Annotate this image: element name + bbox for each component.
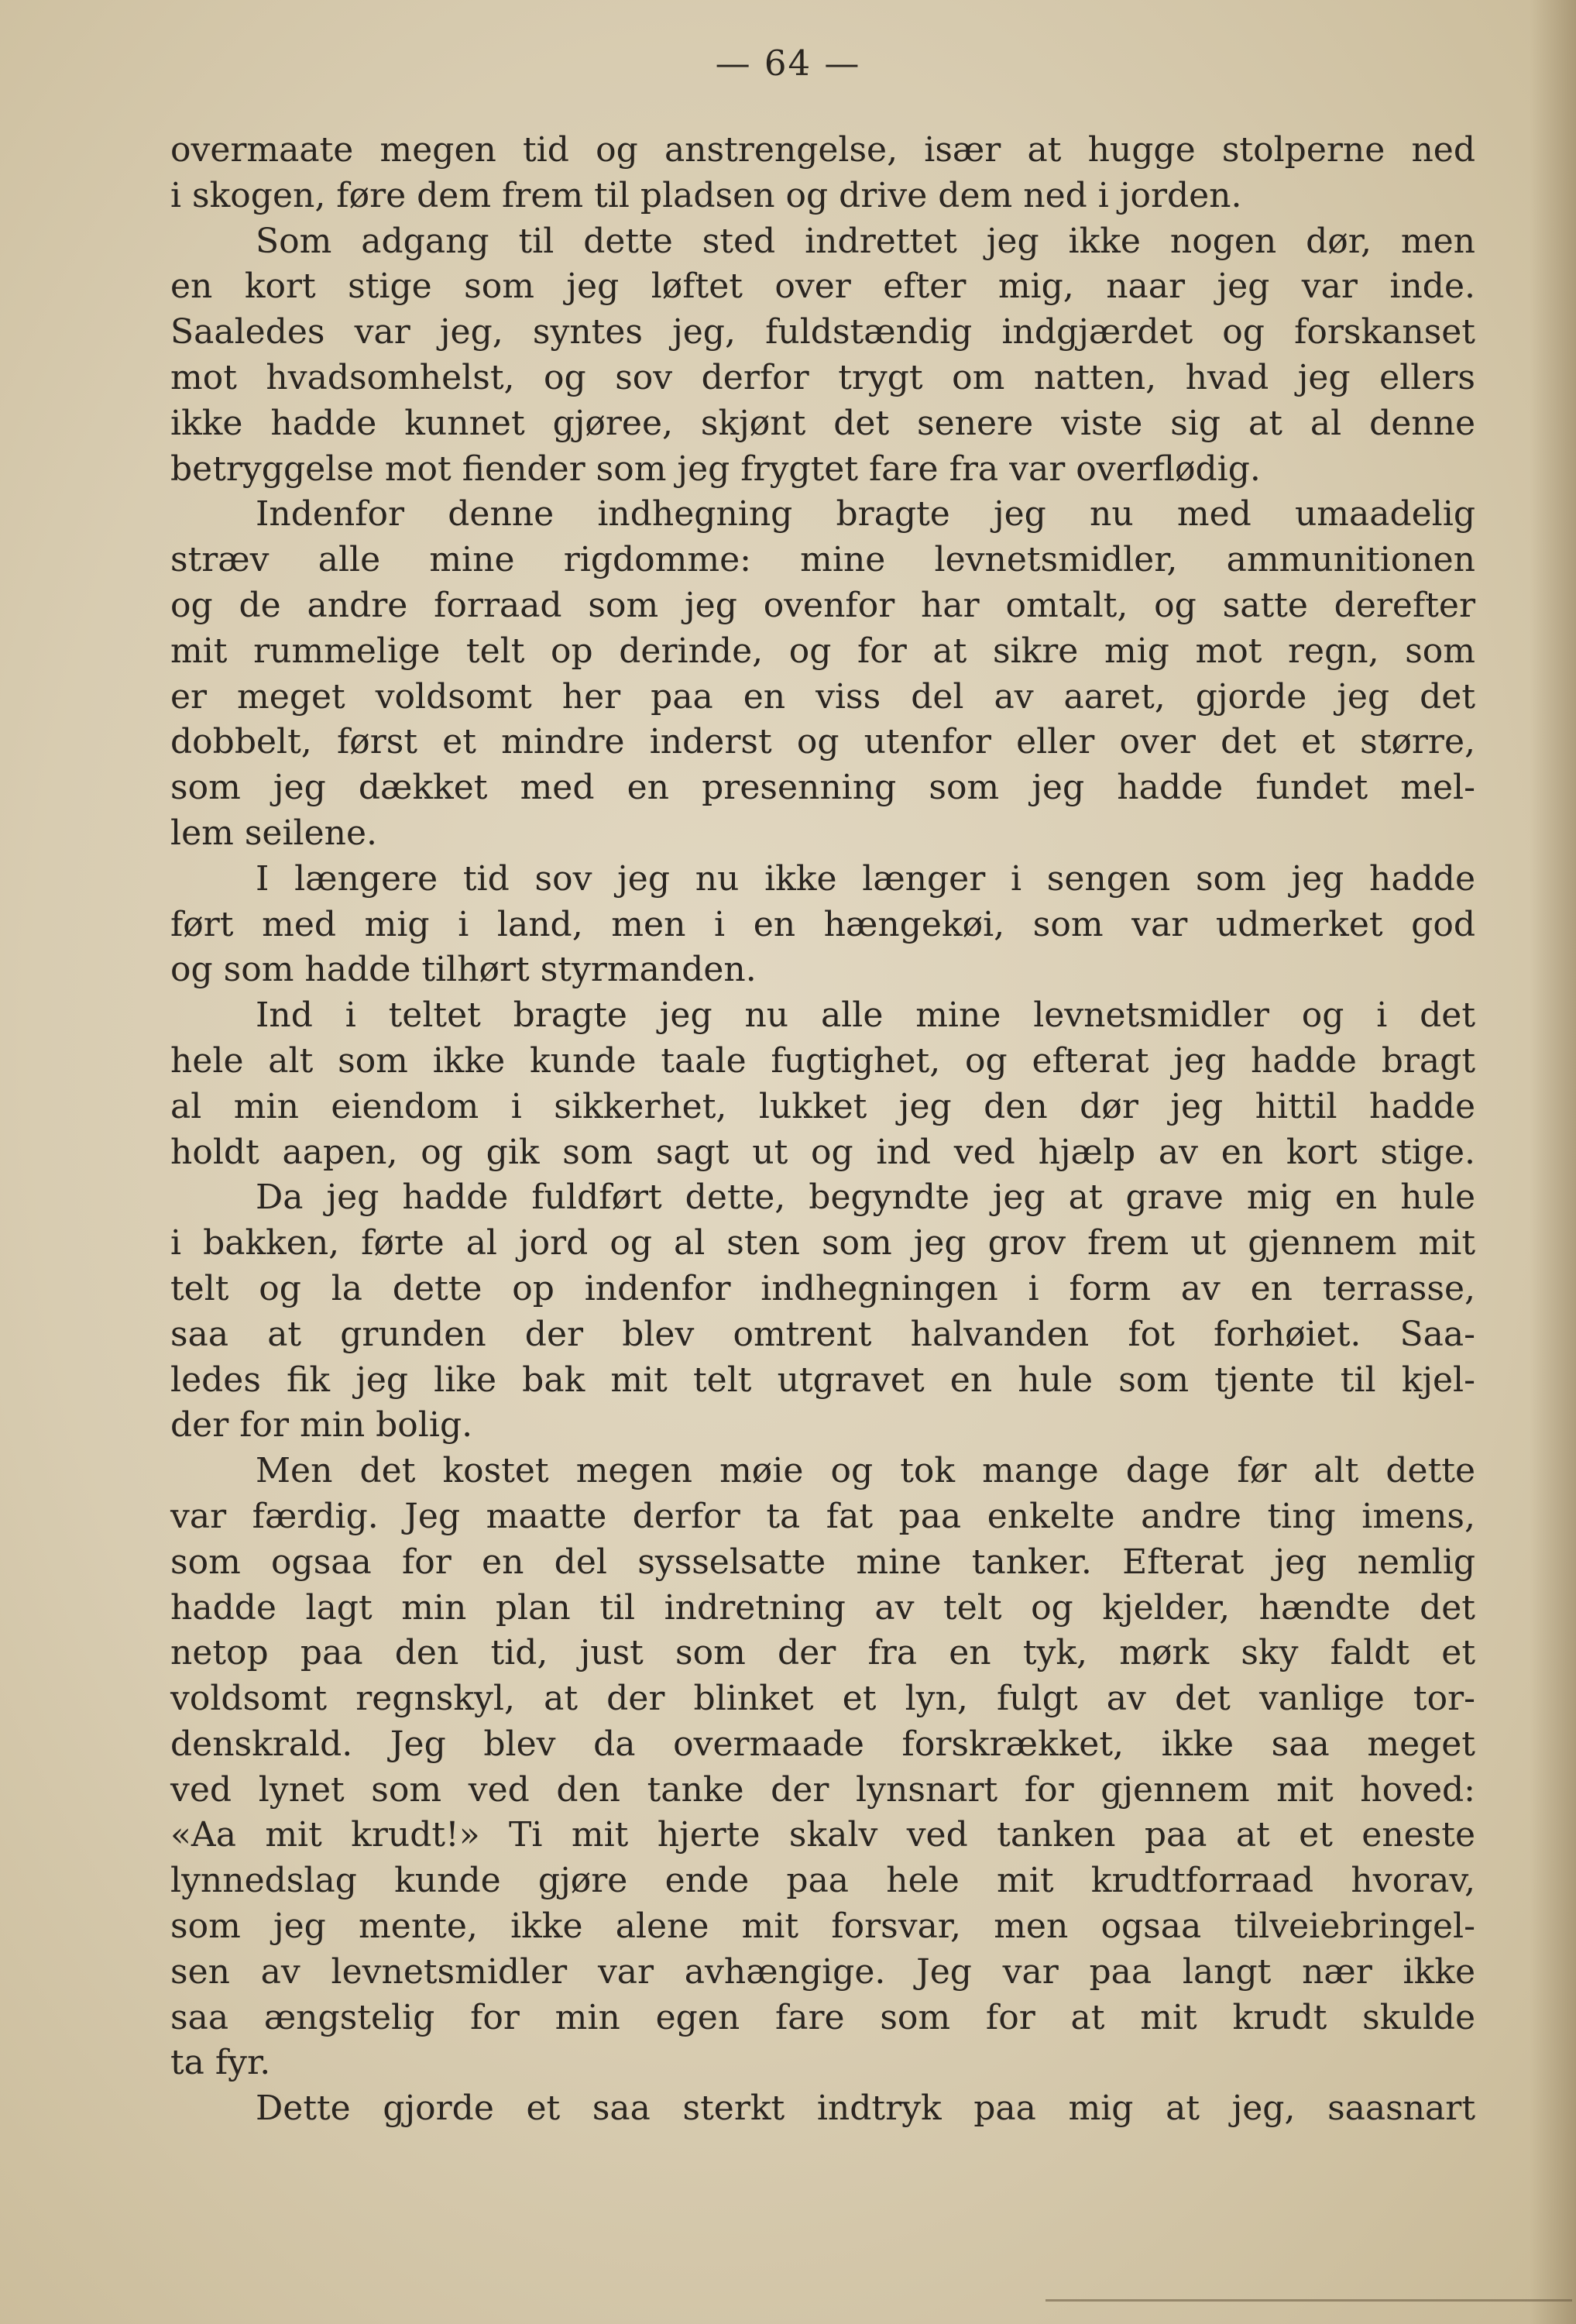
text-line: en kort stige som jeg løftet over efter mig, naar jeg var inde. (170, 266, 1475, 307)
text-line: som jeg dækket med en presenning som jeg hadde fundet mel- (170, 768, 1475, 808)
bottom-rule (1046, 2299, 1572, 2302)
text-line: «Aa mit krudt!» Ti mit hjerte skalv ved tanken paa at et eneste (170, 1815, 1475, 1855)
text-line: saa ængstelig for min egen fare som for at mit krudt skulde (170, 1997, 1475, 2037)
text-line: Indenfor denne indhegning bragte jeg nu med umaadelig (256, 494, 1475, 535)
text-line: saa at grunden der blev omtrent halvanden fot forhøiet. Saa- (170, 1314, 1475, 1354)
text-line: som jeg mente, ikke alene mit forsvar, men ogsaa tilveiebringel- (170, 1906, 1475, 1947)
text-line: mit rummelige telt op derinde, og for at sikre mig mot regn, som (170, 631, 1475, 671)
text-line: holdt aapen, og gik som sagt ut og ind ved hjælp av en kort stige. (170, 1132, 1475, 1172)
body-text (170, 128, 1475, 2132)
text-line: og de andre forraad som jeg ovenfor har omtalt, og satte derefter (170, 585, 1475, 625)
text-line: i bakken, førte al jord og al sten som jeg grov frem ut gjennem mit (170, 1223, 1475, 1263)
text-line: var færdig. Jeg maatte derfor ta fat paa enkelte andre ting imens, (170, 1496, 1475, 1536)
text-line: ved lynet som ved den tanke der lynsnart for gjennem mit hoved: (170, 1769, 1475, 1810)
text-line: og som hadde tilhørt styrmanden. (170, 950, 757, 990)
text-line: Saaledes var jeg, syntes jeg, fuldstændig indgjærdet og forskanset (170, 312, 1475, 352)
text-line: ikke hadde kunnet gjøree, skjønt det senere viste sig at al denne (170, 403, 1475, 443)
text-line: hadde lagt min plan til indretning av telt og kjelder, hændte det (170, 1587, 1475, 1628)
text-line: mot hvadsomhelst, og sov derfor trygt om natten, hvad jeg ellers (170, 357, 1475, 397)
text-line: al min eiendom i sikkerhet, lukket jeg den dør jeg hittil hadde (170, 1086, 1475, 1126)
text-line: Dette gjorde et saa sterkt indtryk paa mig at jeg, saasnart (256, 2089, 1475, 2129)
text-line: sen av levnetsmidler var avhængige. Jeg var paa langt nær ikke (170, 1951, 1475, 1992)
text-line: ledes fik jeg like bak mit telt utgravet en hule som tjente til kjel- (170, 1360, 1475, 1400)
text-line: Da jeg hadde fuldført dette, begyndte jeg at grave mig en hule (256, 1177, 1475, 1218)
text-line: der for min bolig. (170, 1405, 473, 1446)
text-line: stræv alle mine rigdomme: mine levnetsmidler, ammunitionen (170, 540, 1475, 580)
page-edge-shadow (1530, 0, 1576, 2324)
text-line: i skogen, føre dem frem til pladsen og drive dem ned i jorden. (170, 175, 1242, 215)
page-number: — 64 — (715, 43, 861, 84)
text-line: lynnedslag kunde gjøre ende paa hele mit krudtforraad hvorav, (170, 1861, 1475, 1901)
text-line: I længere tid sov jeg nu ikke længer i sengen som jeg hadde (256, 858, 1475, 899)
text-line: Ind i teltet bragte jeg nu alle mine levnetsmidler og i det (256, 995, 1475, 1036)
text-line: Men det kostet megen møie og tok mange dage før alt dette (256, 1451, 1475, 1491)
text-line: som ogsaa for en del sysselsatte mine tanker. Efterat jeg nemlig (170, 1542, 1475, 1582)
text-line: denskrald. Jeg blev da overmaade forskrækket, ikke saa meget (170, 1724, 1475, 1764)
text-line: voldsomt regnskyl, at der blinket et lyn, fulgt av det vanlige tor- (170, 1679, 1475, 1719)
text-line: er meget voldsomt her paa en viss del av aaret, gjorde jeg det (170, 676, 1475, 717)
text-line: lem seilene. (170, 813, 377, 853)
text-line: Som adgang til dette sted indrettet jeg ikke nogen dør, men (256, 221, 1475, 261)
text-line: ført med mig i land, men i en hængekøi, som var udmerket god (170, 904, 1475, 944)
text-line: hele alt som ikke kunde taale fugtighet, og efterat jeg hadde bragt (170, 1040, 1475, 1081)
text-line: overmaate megen tid og anstrengelse, især at hugge stolperne ned (170, 130, 1475, 170)
text-line: dobbelt, først et mindre inderst og utenfor eller over det et større, (170, 722, 1475, 762)
text-line: betryggelse mot fiender som jeg frygtet fare fra var overflødig. (170, 449, 1261, 489)
text-line: ta fyr. (170, 2043, 271, 2083)
text-line: netop paa den tid, just som der fra en tyk, mørk sky faldt et (170, 1633, 1475, 1673)
text-line: telt og la dette op indenfor indhegningen i form av en terrasse, (170, 1268, 1475, 1308)
